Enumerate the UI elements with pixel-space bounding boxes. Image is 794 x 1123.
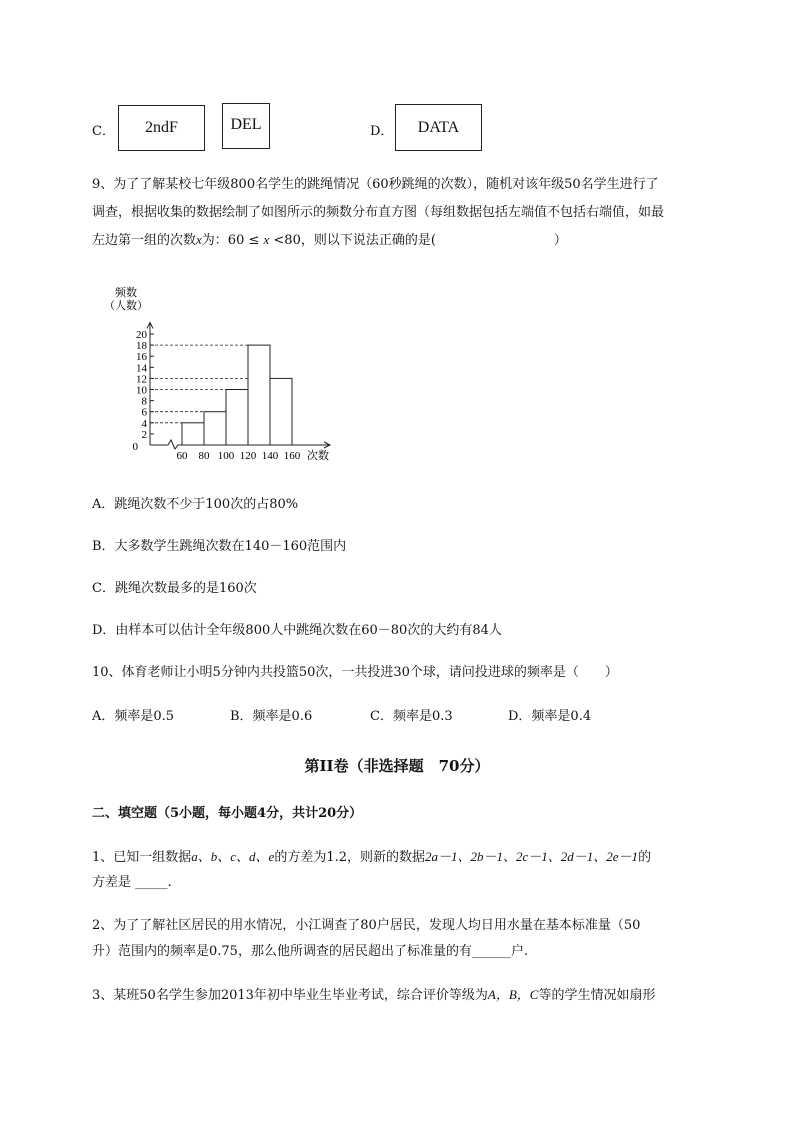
x-tick-label: 160 xyxy=(283,450,301,462)
frequency-histogram xyxy=(100,282,350,467)
fill2-line1: 2、为了了解社区居民的用水情况，小江调查了80户居民，发现人均日用水量在基本标准量（50 xyxy=(92,918,641,933)
q10-option-a: A．频率是0.5 xyxy=(92,709,175,724)
key-del xyxy=(222,103,270,149)
fill1-b: 的方差为1.2，则新的数据 xyxy=(274,850,426,865)
q9-line3-a: 左边第一组的次数 xyxy=(92,233,197,248)
fill1-line2 xyxy=(92,872,172,894)
q9-line1: 9、为了了解某校七年级800名学生的跳绳情况（60秒跳绳的次数），随机对该年级50名学生进行了 xyxy=(92,177,659,192)
section2-title: 第II卷（非选择题 70分） xyxy=(304,757,490,775)
key-data: DATA xyxy=(395,104,482,151)
fill1-line2-text: 方差是 xyxy=(92,875,136,890)
q9-option-d: D．由样本可以估计全年级800人中跳绳次数在60－80次的大约有84人 xyxy=(92,623,502,638)
origin-label: 0 xyxy=(132,441,138,453)
q9-line2: 调查，根据收集的数据绘制了如图所示的频数分布直方图（每组数据包括左端值不包括右端值，如最 xyxy=(92,205,665,220)
x-tick-label: 120 xyxy=(239,450,257,462)
q10-option-c: C．频率是0.3 xyxy=(370,709,453,724)
key-2ndf: 2ndF xyxy=(118,105,205,151)
x-tick-label: 60 xyxy=(176,450,188,462)
fill3-a: 3、某班50名学生参加2013年初中毕业生毕业考试，综合评价等级为 xyxy=(92,988,488,1003)
fill3-vars: A，B，C xyxy=(487,987,539,1002)
y-axis-label: 频数 xyxy=(115,287,137,299)
fill1-line1 xyxy=(92,846,651,869)
histogram-bar xyxy=(204,412,226,445)
fill1-blank: _____ xyxy=(135,875,168,890)
y-tick-label: 2 xyxy=(141,428,147,441)
q10-stem: 10、体育老师让小明5分钟内共投篮50次，一共投进30个球，请问投进球的频率是（ ） xyxy=(92,665,618,680)
q9-option-a: A．跳绳次数不少于100次的占80% xyxy=(92,497,299,512)
histogram-bar xyxy=(270,378,292,445)
y-tick-label: 12 xyxy=(136,373,147,386)
y-tick-label: 14 xyxy=(136,362,147,375)
fill1-a: 1、已知一组数据 xyxy=(92,850,192,865)
fill1-end: . xyxy=(167,875,172,890)
fill3-line1 xyxy=(92,984,655,1007)
q9-line3-e: ） xyxy=(553,233,567,248)
option-c-label: C． xyxy=(92,124,115,139)
x-tick-label: 80 xyxy=(198,450,210,462)
q9-option-c: C．跳绳次数最多的是160次 xyxy=(92,581,257,596)
histogram-bar xyxy=(182,423,204,445)
q9-line3-b: 为：60 ≤ xyxy=(201,233,264,248)
y-tick-label: 6 xyxy=(141,406,147,419)
fill1-c: 的 xyxy=(638,850,652,865)
histogram-bar xyxy=(248,345,270,445)
x-axis-label: 次数 xyxy=(307,450,329,462)
x-tick-label: 100 xyxy=(217,450,235,462)
fill1-exprs: 2a－1、2b－1、2c－1、2d－1、2e－1 xyxy=(425,849,639,864)
fill2-line2-b: 户. xyxy=(510,944,529,959)
y-tick-label: 8 xyxy=(141,395,147,408)
q10-option-b: B．频率是0.6 xyxy=(230,709,313,724)
option-d-label: D． xyxy=(370,124,394,139)
y-tick-label: 4 xyxy=(141,417,147,430)
y-axis-label-unit: （人数） xyxy=(104,300,148,312)
fill3-b: 等的学生情况如扇形 xyxy=(538,988,656,1003)
q10-option-d: D．频率是0.4 xyxy=(508,709,592,724)
q9-line3 xyxy=(92,229,567,252)
q9-var-x2: x xyxy=(263,232,270,247)
x-tick-label: 140 xyxy=(261,450,279,462)
y-tick-label: 18 xyxy=(136,340,147,353)
q9-line3-d: <80，则以下说法正确的是( xyxy=(269,233,436,248)
q9-option-b: B．大多数学生跳绳次数在140－160范围内 xyxy=(92,539,347,554)
section2-subtitle: 二、填空题（5小题，每小题4分，共计20分） xyxy=(92,806,363,821)
q9-var-x: x xyxy=(196,232,202,247)
fill2-line2 xyxy=(92,941,528,963)
y-tick-label: 10 xyxy=(136,384,147,397)
fill2-blank: ______ xyxy=(471,944,511,959)
y-tick-label: 20 xyxy=(136,329,147,341)
y-tick-label: 16 xyxy=(136,351,147,364)
histogram-bar xyxy=(226,390,248,446)
key-del-label: DEL xyxy=(230,116,262,133)
fill2-line2-a: 升）范围内的频率是0.75，那么他所调查的居民超出了标准量的有 xyxy=(92,944,472,959)
fill1-vars: a、b、c、d、e xyxy=(191,849,275,864)
